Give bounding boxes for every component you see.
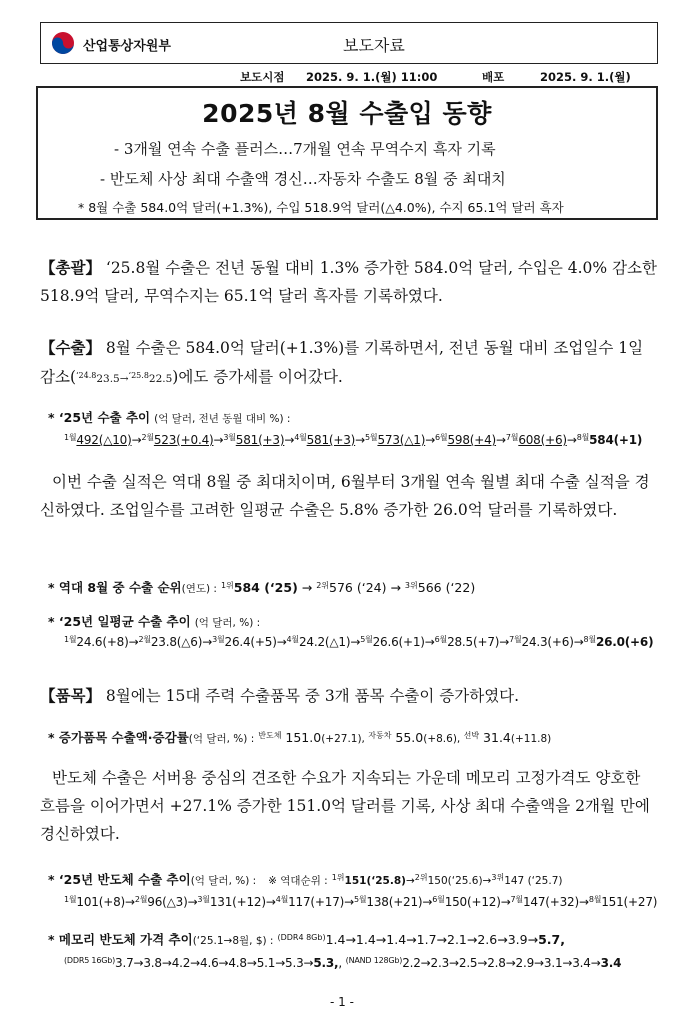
series-label: 3위 — [491, 873, 505, 882]
semi-rank-values — [332, 875, 563, 887]
export-tag: 【수출】 — [40, 339, 101, 357]
series-value: 573(△1) — [377, 433, 426, 447]
series-value: 23.8(△6) — [150, 635, 203, 649]
series-label: 6월 — [432, 895, 445, 904]
series-value: 608(+6) — [518, 433, 567, 447]
rank-values — [221, 580, 475, 595]
ministry-name: 산업통상자원부 — [83, 39, 171, 54]
days-a: 23.5→ — [96, 373, 129, 385]
arrow-separator: → — [482, 875, 492, 887]
export-trend-unit: (억 달러, 전년 동월 대비 %) : — [154, 413, 291, 425]
rank-head: * 역대 8월 중 수출 순위 — [48, 580, 182, 595]
release-label: 보도시점 — [240, 70, 285, 84]
series-value: 151(+27) — [601, 895, 658, 909]
arrow-separator: → — [500, 895, 511, 909]
dist-value: 2025. 9. 1.(월) — [540, 70, 631, 84]
series-label: 2월 — [134, 895, 148, 904]
item-change: (+11.8) — [510, 733, 552, 745]
arrow-separator: → — [496, 433, 506, 447]
arrow-separator: → — [424, 635, 435, 649]
semi-trend-heading — [48, 870, 562, 888]
rank-unit: (연도) : — [181, 583, 217, 595]
ddr5-prices: 3.7→3.8→4.2→4.6→4.8→5.1→5.3→ — [115, 956, 314, 970]
series-value: 151(‘25.8) — [344, 875, 406, 887]
series-label: 3월 — [212, 635, 225, 644]
release-value: 2025. 9. 1.(월) 11:00 — [306, 70, 438, 84]
series-label: 7월 — [510, 895, 523, 904]
series-value: 138(+21) — [366, 895, 423, 909]
export-trend-heading — [48, 408, 290, 426]
memory-head: * 메모리 반도체 가격 추이 — [48, 932, 193, 947]
memory-unit: (‘25.1→8월, $) : — [192, 935, 274, 947]
series-label: 1월 — [64, 895, 77, 904]
arrow-separator: → — [405, 875, 415, 887]
item-change: (+27.1), — [321, 733, 369, 745]
series-label: 4월 — [294, 433, 307, 442]
arrow-separator: → — [213, 433, 224, 447]
arrow-separator: → — [265, 895, 276, 909]
series-label: 3월 — [223, 433, 236, 442]
semi-rank-label: ※ 역대순위 : — [268, 875, 328, 887]
series-label: 4월 — [286, 635, 299, 644]
semiconductor-paragraph: 반도체 수출은 서버용 중심의 견조한 수요가 지속되는 가운데 메모리 고정가격도 양호한 흐름을 이어가면서 +27.1% 증가한 151.0억 달러를 기록, 사상 최대 수출액을 2개월 만에 경신하였다. — [40, 769, 650, 843]
arrow-separator: → — [499, 635, 510, 649]
series-value: 150(‘25.6) — [427, 875, 483, 887]
ddr4-prices: 1.4→1.4→1.4→1.7→2.1→2.6→3.9→ — [325, 932, 539, 947]
export-trend-head: * ‘25년 수출 추이 — [48, 410, 151, 425]
summary-tag: 【총괄】 — [40, 259, 101, 277]
items-text: 8월에는 15대 주력 수출품목 중 3개 품목 수출이 증가하였다. — [105, 687, 520, 705]
nand-prices: 2.2→2.3→2.5→2.8→2.9→3.1→3.4→ — [402, 956, 601, 970]
series-value: 147(+32) — [522, 895, 579, 909]
ministry-header — [40, 22, 658, 64]
subtitle-2: - 반도체 사상 최대 수출액 경신…자동차 수출도 8월 중 최대치 — [100, 170, 506, 188]
series-value: 24.3(+6) — [521, 635, 574, 649]
series-value: 26.0(+6) — [595, 635, 654, 649]
increase-line — [48, 728, 551, 746]
dist-label: 배포 — [482, 70, 505, 84]
export-paragraph-2: 이번 수출 실적은 역대 8월 중 최대치이며, 6월부터 3개월 연속 월별 최대 수출 실적을 경신하였다. 조업일수를 고려한 일평균 수출은 5.8% 증가한 26.0억 달러를 기록하였다. — [40, 473, 650, 519]
series-label: 2위 — [316, 581, 330, 590]
series-label: 2월 — [138, 635, 151, 644]
series-value: 576 (‘24) — [329, 580, 387, 595]
arrow-separator: → — [355, 433, 366, 447]
arrow-separator: → — [350, 635, 361, 649]
export-text-a: 8월 수출은 584.0억 달러(+1.3%)를 기록하면서, 전년 동월 대비 조업일수 1일 감소( — [40, 339, 644, 386]
semi-unit: (억 달러, %) : — [190, 875, 257, 887]
series-label: 7월 — [505, 433, 519, 442]
headline-note: * 8월 수출 584.0억 달러(+1.3%), 수입 518.9억 달러(△4.0%), 수지 65.1억 달러 흑자 — [78, 200, 564, 215]
item-name: 자동차 — [368, 731, 392, 740]
memory-price-line — [48, 930, 565, 948]
arrow-separator: → — [566, 433, 577, 447]
series-value: 581(+3) — [235, 433, 285, 447]
series-value: 28.5(+7) — [447, 635, 500, 649]
subtitle-1: - 3개월 연속 수출 플러스…7개월 연속 무역수지 흑자 기록 — [114, 140, 496, 158]
item-value: 151.0 — [281, 730, 322, 745]
taegeuk-logo-icon — [51, 31, 75, 55]
series-value: 584(+1) — [589, 433, 643, 447]
arrow-separator: → — [202, 635, 213, 649]
page-title: 2025년 8월 수출입 동향 — [202, 99, 492, 128]
series-value: 147 (‘25.7) — [504, 875, 563, 887]
series-label: 5월 — [353, 895, 367, 904]
series-value: 598(+4) — [447, 433, 497, 447]
series-value: 24.6(+8) — [76, 635, 129, 649]
series-label: 1위 — [220, 581, 234, 590]
series-label: 5월 — [360, 635, 373, 644]
rank-line — [48, 578, 475, 596]
export-trend-series — [64, 432, 642, 447]
series-label: 3위 — [404, 581, 418, 590]
series-value: 96(△3) — [147, 895, 188, 909]
series-label: 8월 — [576, 433, 590, 442]
series-value: 24.2(△1) — [298, 635, 351, 649]
days-a-sup: ‘24.8 — [76, 371, 97, 380]
increase-head: * 증가품목 수출액·증감률 — [48, 730, 189, 745]
series-label: 8월 — [583, 635, 596, 644]
arrow-separator: → — [128, 635, 139, 649]
doc-type: 보도자료 — [343, 36, 405, 55]
arrow-separator: → — [422, 895, 433, 909]
summary-text: ‘25.8월 수출은 전년 동월 대비 1.3% 증가한 584.0억 달러, 수입은 4.0% 감소한 518.9억 달러, 무역수지는 65.1억 달러 흑자를 기록하였다. — [40, 259, 657, 305]
arrow-separator: → — [284, 433, 295, 447]
series-label: 6월 — [435, 433, 448, 442]
item-value: 31.4 — [479, 730, 511, 745]
item-name: 반도체 — [258, 731, 282, 740]
increase-unit: (억 달러, %) : — [188, 733, 255, 745]
series-value: 117(+17) — [288, 895, 345, 909]
series-label: 2위 — [414, 873, 428, 882]
arrow-separator: → — [276, 635, 287, 649]
export-paragraph — [40, 334, 660, 393]
series-value: 581(+3) — [306, 433, 356, 447]
series-value: 523(+0.4) — [153, 433, 214, 447]
series-label: 1위 — [331, 873, 345, 882]
summary-paragraph — [40, 254, 660, 310]
ddr4-label: (DDR4 8Gb) — [277, 933, 326, 942]
series-value: 101(+8) — [76, 895, 125, 909]
ddr5-label: (DDR5 16Gb) — [64, 956, 116, 965]
series-label: 7월 — [509, 635, 522, 644]
series-value: 26.6(+1) — [372, 635, 425, 649]
item-change: (+8.6), — [423, 733, 464, 745]
memory-price-line-2: $^{(DDR5 16Gb)}$3.7→3.8→4.2→4.6→4.8→5.1→5.3→5.3,, $^{(NAND 128Gb)}$2.2→2.3→2.5→2.8→2.9→3.1→3.4→3.4 — [64, 956, 622, 970]
ddr5-last: 5.3, — [313, 956, 339, 970]
arrow-separator: → — [124, 895, 135, 909]
daily-unit: (억 달러, %) : — [194, 617, 261, 629]
series-value: 150(+12) — [444, 895, 501, 909]
export-text-b: )에도 증가세를 이어갔다. — [172, 368, 343, 386]
series-label: 6월 — [434, 635, 448, 644]
daily-head: * ‘25년 일평균 수출 추이 — [48, 614, 191, 629]
item-value: 55.0 — [391, 730, 424, 745]
arrow-separator: → — [187, 895, 198, 909]
series-value: 584 (‘25) — [233, 580, 298, 595]
days-b: 22.5 — [148, 373, 173, 385]
series-label: 1월 — [64, 635, 77, 644]
arrow-separator: → — [425, 433, 436, 447]
series-label: 3월 — [197, 895, 210, 904]
series-label: 8월 — [588, 895, 602, 904]
arrow-separator: → — [297, 580, 317, 595]
daily-trend-heading — [48, 612, 260, 630]
items-tag: 【품목】 — [40, 687, 101, 705]
series-value: 566 (‘22) — [417, 580, 476, 595]
nand-last: 3.4 — [600, 956, 622, 970]
series-label: 2월 — [141, 433, 154, 442]
semi-head: * ‘25년 반도체 수출 추이 — [48, 872, 191, 887]
days-b-sup: ‘25.8 — [128, 371, 149, 380]
nand-label: (NAND 128Gb) — [345, 956, 403, 965]
semi-trend-series — [64, 894, 657, 909]
series-label: 4월 — [275, 895, 289, 904]
increase-values — [258, 730, 551, 745]
series-label: 5월 — [365, 433, 378, 442]
arrow-separator: → — [573, 635, 584, 649]
items-paragraph — [40, 682, 660, 710]
series-label: 1월 — [64, 433, 77, 442]
series-value: 131(+12) — [209, 895, 266, 909]
series-value: 492(△10) — [76, 433, 132, 447]
arrow-separator: → — [578, 895, 589, 909]
page-number: - 1 - — [330, 995, 354, 1009]
item-name: 선박 — [463, 731, 480, 740]
arrow-separator: → — [131, 433, 142, 447]
arrow-separator: → — [344, 895, 354, 909]
daily-trend-series — [64, 634, 653, 649]
series-value: 26.4(+5) — [224, 635, 277, 649]
arrow-separator: → — [386, 580, 405, 595]
ddr4-last: 5.7, — [538, 932, 565, 947]
